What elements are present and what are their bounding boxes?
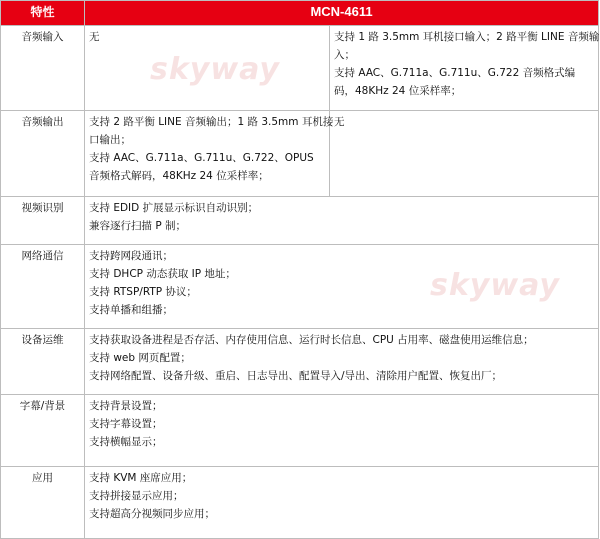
cell-line: 支持拼接显示应用； bbox=[89, 490, 184, 502]
cell-line: 兼容逐行扫描 P 制； bbox=[89, 220, 187, 232]
table-cell bbox=[330, 111, 599, 197]
cell-line: 支持跨网段通讯； bbox=[89, 250, 173, 262]
cell-line: 支持网络配置、设备升级、重启、日志导出、配置导入/导出、清除用户配置、恢复出厂； bbox=[89, 370, 503, 382]
product-column-header: MCN-4611 bbox=[85, 1, 599, 26]
table-row bbox=[1, 197, 599, 245]
table-cell bbox=[85, 395, 599, 467]
cell-line: 支持单播和组播； bbox=[89, 304, 173, 316]
cell-line: 支持 2 路平衡 LINE 音频输出；1 路 3.5mm 耳机接 bbox=[89, 116, 334, 128]
table-cell bbox=[85, 467, 599, 539]
table-row bbox=[1, 395, 599, 467]
table-cell bbox=[85, 26, 330, 111]
table-row bbox=[1, 467, 599, 539]
cell-line: 支持 AAC、G.711a、G.711u、G.722、OPUS bbox=[89, 152, 314, 164]
cell-line: 支持字幕设置； bbox=[89, 418, 163, 430]
table-row bbox=[1, 329, 599, 395]
table-cell bbox=[85, 197, 599, 245]
row-label: 视频识别 bbox=[1, 197, 85, 245]
cell-line: 支持 RTSP/RTP 协议； bbox=[89, 286, 197, 298]
cell-line: 支持获取设备进程是否存活、内存使用信息、运行时长信息、CPU 占用率、磁盘使用运维信息； bbox=[89, 334, 534, 346]
cell-line: 支持背景设置； bbox=[89, 400, 163, 412]
table-row bbox=[1, 111, 599, 197]
row-label: 字幕/背景 bbox=[1, 395, 85, 467]
watermark-logo: skyway bbox=[150, 52, 280, 87]
table-header-row bbox=[1, 1, 599, 26]
cell-line: 无 bbox=[334, 116, 345, 128]
cell-line: 无 bbox=[89, 31, 100, 43]
cell-line: 支持 EDID 扩展显示标识自动识别； bbox=[89, 202, 259, 214]
table-cell bbox=[85, 111, 334, 197]
cell-line: 支持 web 网页配置； bbox=[89, 352, 191, 364]
table-cell bbox=[85, 329, 599, 395]
cell-line: 码，48KHz 24 位采样率； bbox=[334, 85, 462, 97]
row-label: 音频输出 bbox=[1, 111, 85, 197]
cell-line: 音频格式解码，48KHz 24 位采样率； bbox=[89, 170, 269, 182]
cell-line: 支持横幅显示； bbox=[89, 436, 163, 448]
cell-line: 支持 AAC、G.711a、G.711u、G.722 音频格式编 bbox=[334, 67, 576, 79]
row-label: 音频输入 bbox=[1, 26, 85, 111]
cell-line: 支持 DHCP 动态获取 IP 地址； bbox=[89, 268, 236, 280]
table-cell bbox=[85, 245, 599, 329]
row-label: 网络通信 bbox=[1, 245, 85, 329]
table-cell bbox=[330, 26, 599, 111]
cell-line: 支持 1 路 3.5mm 耳机接口输入；2 路平衡 LINE 音频输 bbox=[334, 31, 600, 43]
table-row bbox=[1, 245, 599, 329]
feature-column-header: 特性 bbox=[1, 1, 85, 26]
row-label: 应用 bbox=[1, 467, 85, 539]
watermark-logo: skyway bbox=[430, 268, 560, 303]
row-label: 设备运维 bbox=[1, 329, 85, 395]
cell-line: 支持超高分视频同步应用； bbox=[89, 508, 215, 520]
cell-line: 支持 KVM 座席应用； bbox=[89, 472, 193, 484]
cell-line: 口输出； bbox=[89, 134, 131, 146]
table-row bbox=[1, 26, 599, 111]
cell-line: 入； bbox=[334, 49, 355, 61]
